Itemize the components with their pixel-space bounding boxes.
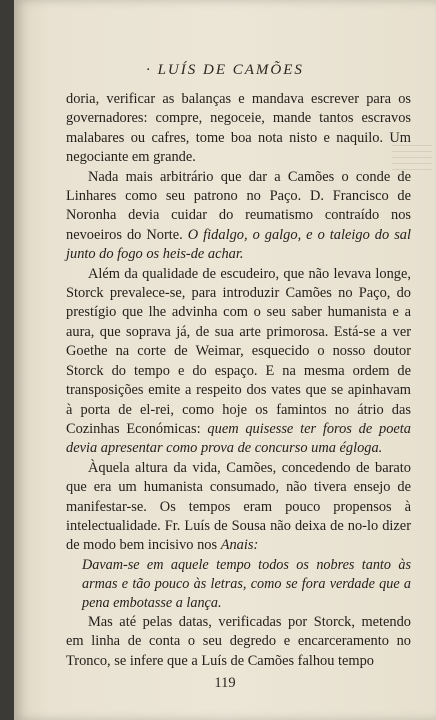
- paragraph-4-text: Àquela altura da vida, Camões, concedendo de barato que era um humanista consumado, não tivera ensejo de manifestar-se. Os tempos eram pouco propensos à intelectualidade. Fr. Luís de Sousa não deixa de no-lo dizer de modo bem incisivo nos: [66, 459, 411, 554]
- paragraph-3-text: Além da qualidade de escudeiro, que não levava longe, Storck prevalece-se, para introduzir Camões no Paço, do prestígio que lhe advinha com o seu saber humanista e a aura, que soprava já, de sua arte primorosa. Está-se a ver Goethe na corte de Weimar, esquecido o nosso doutor Storck do tempo e do espaço. E na mesma ordem de transposições emite a respeito dos vates que se apinhavam à porta de el-rei, como hoje os famintos no átrio das Cozinhas Económicas:: [66, 265, 411, 437]
- running-head: · LUÍS DE CAMÕES: [146, 62, 304, 78]
- body-text: [66, 90, 411, 671]
- book-page: [14, 0, 436, 720]
- paragraph-2-text: Nada mais arbitrário que dar a Camões o conde de Linhares como seu patrono no Paço. D. Francisco de Noronha devia cuidar do reumatismo contraído nos nevoeiros do Norte.: [66, 168, 411, 243]
- paragraph-2: [66, 168, 411, 265]
- paragraph-5-text: Mas até pelas datas, verificadas por Storck, metendo em linha de conta o seu degredo e encarceramento no Tronco, se infere que a Luís de Camões falhou tempo: [66, 613, 411, 669]
- paragraph-5: [66, 613, 411, 671]
- paragraph-4: [66, 459, 411, 556]
- paragraph-4-italic: Anais:: [220, 537, 259, 554]
- paragraph-2-italic: O fidalgo, o galgo, e o taleigo do sal junto do fogo os heis-de achar.: [66, 226, 411, 263]
- paragraph-3: [66, 265, 411, 459]
- paragraph-3-italic: quem quisesse ter foros de poeta devia apresentar como prova de concurso uma égloga.: [66, 420, 411, 457]
- paragraph-1: [66, 90, 411, 168]
- page-number: 119: [214, 675, 236, 691]
- block-quote: Davam-se em aquele tempo todos os nobres tanto às armas e tão pouco às letras, como se fora verdade que a pena embotasse a lança.: [82, 556, 411, 611]
- paragraph-1-text: doria, verificar as balanças e mandava escrever para os governadores: compre, negoceie, mande tantos escravos malabares ou cafres, tome boa nota nisto e naquilo. Um negociante em grande.: [66, 91, 411, 166]
